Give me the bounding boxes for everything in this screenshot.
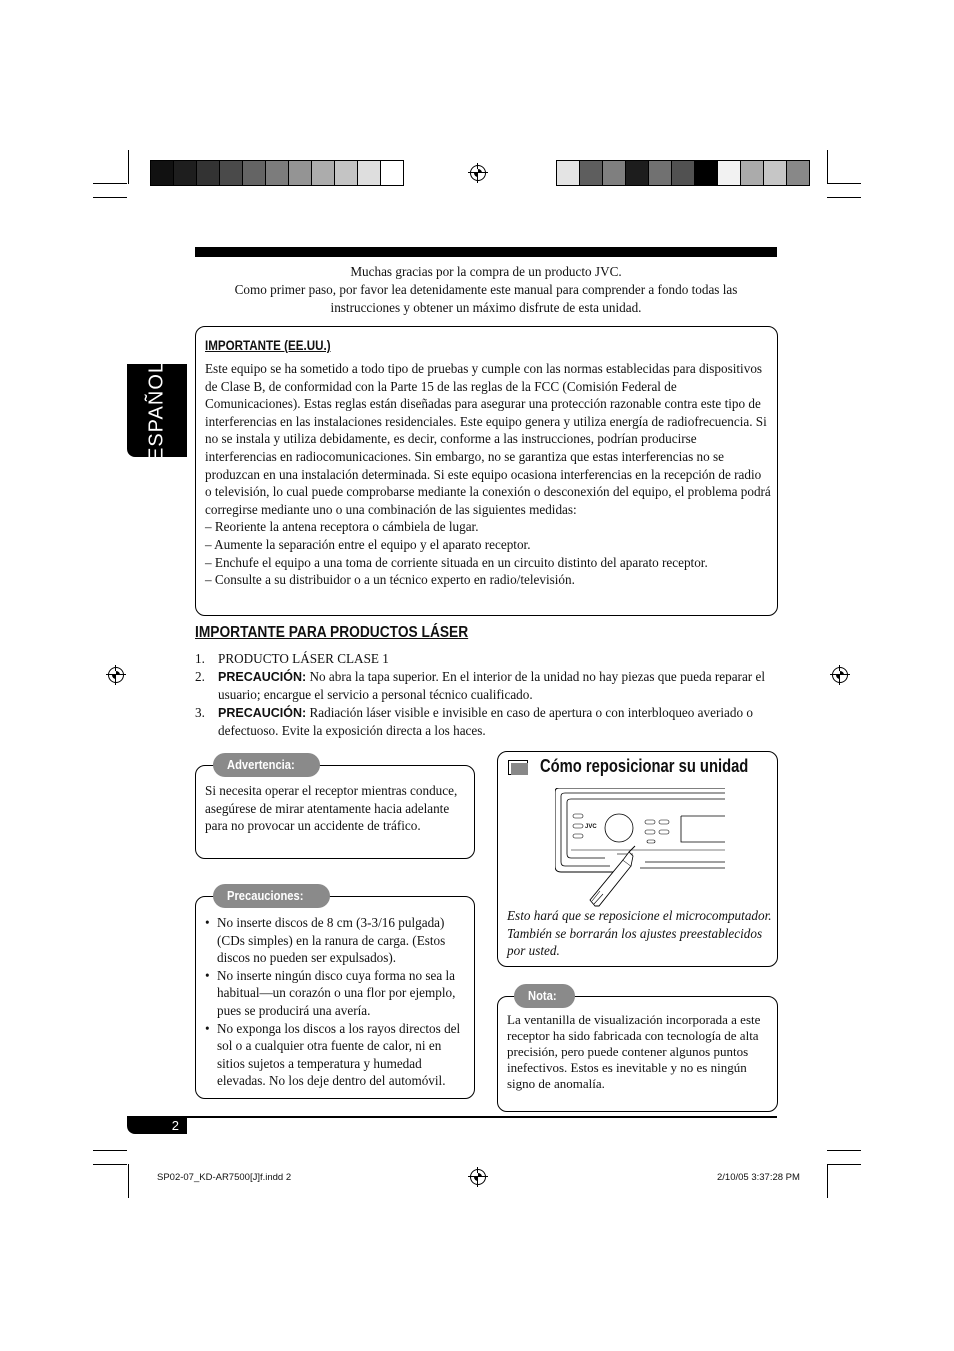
crop-mark <box>128 150 129 184</box>
intro-line: Como primer paso, por favor lea detenidamente este manual para comprender a fondo todas las <box>234 282 738 297</box>
important-us-item: – Enchufe el equipo a una toma de corriente situada en un circuito distinto del aparato receptor. <box>205 554 708 570</box>
section-marker-icon <box>508 760 528 775</box>
warning-label-text: Advertencia: <box>227 757 295 772</box>
important-us-heading-text: IMPORTANTE (EE.UU.) <box>205 338 331 353</box>
footer-rule <box>127 1116 777 1118</box>
color-swatch <box>626 161 649 185</box>
receptor-illustration <box>555 788 725 908</box>
reset-caption: Esto hará que se reposicione el microcomputador. También se borrarán los ajustes preestablecidos por usted. <box>507 908 772 959</box>
laser-item-number: 2. <box>195 668 205 684</box>
laser-item <box>195 650 770 668</box>
intro-line: instrucciones y obtener un máximo disfrute de esta unidad. <box>330 300 642 315</box>
precautions-label-text: Precauciones: <box>227 888 304 903</box>
laser-item-caution: PRECAUCIÓN: <box>218 705 307 720</box>
color-swatch <box>243 161 266 185</box>
color-swatch <box>220 161 243 185</box>
color-swatch <box>335 161 358 185</box>
color-swatch <box>787 161 809 185</box>
crop-mark <box>827 150 828 184</box>
color-swatch <box>741 161 764 185</box>
laser-item-text: No abra la tapa superior. En el interior de la unidad no hay piezas que pueda reparar el usuario; encargue el servicio a personal técnico cualificado. <box>218 668 766 703</box>
intro-text <box>195 263 777 317</box>
laser-item <box>195 704 770 740</box>
note-text: La ventanilla de visualización incorporada a este receptor ha sido fabricada con tecnología de alta precisión, pero puede contener algunos puntos inefectivos. Estos es inevitable y no es ningún signo de anomalía. <box>507 1012 761 1091</box>
important-us-item: – Consulte a su distribuidor o a un técnico experto en radio/televisión. <box>205 572 575 588</box>
color-swatch <box>266 161 289 185</box>
color-swatch <box>312 161 335 185</box>
color-swatch <box>580 161 603 185</box>
laser-item <box>195 668 770 704</box>
registration-mark-icon <box>470 165 486 181</box>
crop-mark <box>827 1164 828 1198</box>
note-label <box>514 984 575 1008</box>
color-swatch <box>718 161 741 185</box>
color-swatch <box>695 161 718 185</box>
warning-text: Si necesita operar el receptor mientras conduce, asegúrese de mirar atentamente hacia adelante para no provocar un accidente de tráfico. <box>205 783 458 834</box>
important-us-item: – Reoriente la antena receptora o cámbiela de lugar. <box>205 519 479 535</box>
crop-mark <box>93 1150 127 1151</box>
note-label-text: Nota: <box>528 988 557 1003</box>
color-swatch <box>603 161 626 185</box>
laser-item-number: 1. <box>195 651 205 666</box>
page-number: 2 <box>127 1117 187 1134</box>
language-tab-label: ESPAÑOL <box>145 360 168 461</box>
important-us-heading <box>205 337 351 355</box>
laser-item-text: Radiación láser visible e invisible en caso de apertura o con interbloqueo averiado o defectuoso. Evite la exposición directa a los haces. <box>218 704 753 739</box>
crop-mark <box>93 1164 127 1165</box>
laser-heading-text: IMPORTANTE PARA PRODUCTOS LÁSER <box>195 624 469 641</box>
warning-label <box>213 753 320 777</box>
color-swatch <box>672 161 695 185</box>
crop-mark <box>827 183 861 184</box>
laser-item-caution: PRECAUCIÓN: <box>218 669 307 684</box>
crop-mark <box>827 197 861 198</box>
precaution-item: • No inserte ningún disco cuya forma no sea la habitual—un corazón o una flor por ejemplo, pues se producirá una avería. <box>205 967 470 1020</box>
color-swatch <box>151 161 174 185</box>
color-swatch <box>557 161 580 185</box>
reset-heading-text: Cómo reposicionar su unidad <box>540 756 749 776</box>
intro-line: Muchas gracias por la compra de un producto JVC. <box>350 264 622 279</box>
laser-list <box>195 650 770 740</box>
color-swatch <box>649 161 672 185</box>
footer-file-slug: SP02-07_KD-AR7500[J]f.indd 2 <box>157 1172 292 1183</box>
footer-timestamp: 2/10/05 3:37:28 PM <box>717 1172 800 1183</box>
registration-mark-icon <box>108 667 124 683</box>
reset-heading <box>540 756 794 777</box>
laser-heading <box>195 624 513 642</box>
crop-mark <box>827 1164 861 1165</box>
color-swatch <box>764 161 787 185</box>
color-calibration-bar-left <box>150 160 404 186</box>
registration-mark-icon <box>470 1169 486 1185</box>
reset-box <box>497 751 778 967</box>
laser-item-number: 3. <box>195 704 205 720</box>
registration-mark-icon <box>832 667 848 683</box>
laser-item-text: PRODUCTO LÁSER CLASE 1 <box>218 651 389 666</box>
crop-mark <box>128 1164 129 1198</box>
top-rule <box>195 247 777 257</box>
precaution-item: • No exponga los discos a los rayos directos del sol o a cualquier otra fuente de calor, ni en sitios sujetos a temperatura y humedad elevadas. No los deje dentro del automóvil. <box>205 1020 470 1090</box>
warning-box <box>195 765 475 859</box>
note-box <box>497 996 778 1112</box>
color-swatch <box>381 161 403 185</box>
crop-mark <box>93 183 127 184</box>
precaution-item: • No inserte discos de 8 cm (3-3/16 pulgada) (CDs simples) en la ranura de carga. (Estos discos no pueden ser expulsados). <box>205 914 470 967</box>
important-us-item: – Aumente la separación entre el equipo y el aparato receptor. <box>205 536 531 552</box>
language-tab <box>127 360 187 461</box>
precautions-box <box>195 896 475 1099</box>
crop-mark <box>827 1150 861 1151</box>
color-swatch <box>174 161 197 185</box>
color-calibration-bar-right <box>556 160 810 186</box>
important-us-body <box>205 360 771 589</box>
color-swatch <box>289 161 312 185</box>
color-swatch <box>358 161 381 185</box>
brand-logo-text: JVC <box>585 824 597 830</box>
color-swatch <box>197 161 220 185</box>
precautions-label <box>213 884 330 908</box>
important-us-box <box>195 326 778 616</box>
crop-mark <box>93 197 127 198</box>
important-us-paragraph: Este equipo se ha sometido a todo tipo de pruebas y cumple con las normas establecidas para dispositivos de Clase B, de conformidad con la Parte 15 de las reglas de la FCC (Comisión Federal de Comunicaciones). Estas reglas están diseñadas para asegurar una protección razonable contra este tipo de interferencias en las instalaciones residenciales. Este equipo genera y utiliza energía de radiofrecuencia. Si no se instala y utiliza debidamente, es decir, conforme a las instrucciones, podrían producirse interferencias en radiocomunicaciones. Sin embargo, no se garantiza que estas interferencias no se produzcan en una instalación determinada. Si este equipo ocasiona interferencias en la recepción de radio o televisión, lo cual puede comprobarse mediante la conexión o desconexión del equipo, el problema podrá corregirse mediante uno o una combinación de las siguientes medidas: <box>205 361 771 517</box>
